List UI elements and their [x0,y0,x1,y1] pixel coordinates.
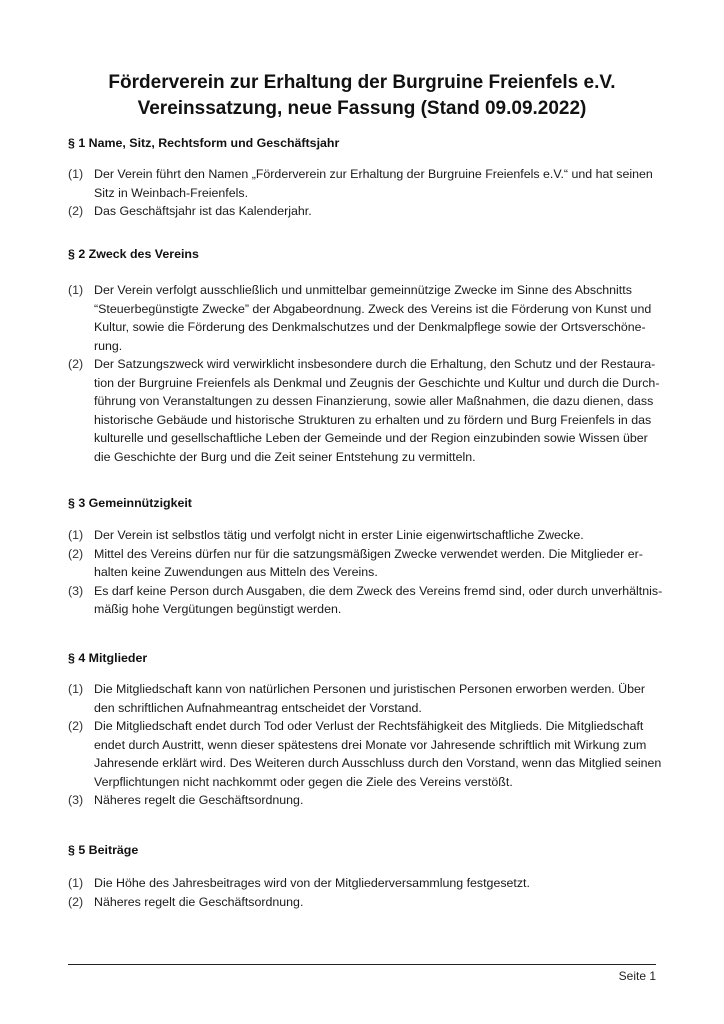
item-number: (1) [68,876,84,890]
section-heading: § 2 Zweck des Vereins [68,247,199,261]
item-line: Der Verein führt den Namen „Förderverein zur Erhaltung der Burgruine Freienfels e.V.“ und hat seinen [94,167,653,181]
list-item [68,355,668,466]
section-heading: § 1 Name, Sitz, Rechtsform und Geschäftsjahr [68,136,340,150]
item-line: Die Mitgliedschaft kann von natürlichen Personen und juristischen Personen erworben werden. Über [94,682,646,696]
list-item [68,717,668,791]
item-line: Mittel des Vereins dürfen nur für die satzungsmäßigen Zwecke verwendet werden. Die Mitglieder er- [94,546,643,561]
item-line: Der Satzungszweck wird verwirklicht insbesondere durch die Erhaltung, den Schutz und der Restaura- [94,357,656,371]
item-line: führung von Veranstaltungen zu dessen Finanzierung, sowie aller Maßnahmen, die dazu dienen, dass [94,394,654,408]
section-heading: § 5 Beiträge [68,843,139,857]
section-heading: § 4 Mitglieder [68,651,148,665]
item-number: (1) [68,528,84,542]
item-line: tion der Burgruine Freienfels als Denkmal und Zeugnis der Geschichte und Kultur und durch die Durch- [94,375,660,390]
item-line: Verpflichtungen nicht nachkommt oder gegen die Ziele des Vereins verstößt. [94,774,513,789]
page-number: Seite 1 [618,969,656,983]
item-number: (2) [68,357,84,371]
item-line: Die Mitgliedschaft endet durch Tod oder Verlust der Rechtsfähigkeit des Mitglieds. Die Mitgliedschaft [94,719,644,733]
list-item [68,680,668,717]
list-item [68,526,668,545]
section-list [68,680,668,810]
item-line: Kultur, sowie die Förderung des Denkmalschutzes und der Denkmalpflege sowie der Ortsverschöne- [94,320,646,334]
item-number: (2) [68,546,84,561]
item-number: (2) [68,719,84,733]
item-line: Das Geschäftsjahr ist das Kalenderjahr. [94,204,312,218]
list-item [68,582,668,619]
section-list [68,165,668,221]
item-line: Sitz in Weinbach-Freienfels. [94,185,249,200]
item-line: endet durch Austritt, wenn dieser spätestens drei Monate vor Jahresende schriftlich mit Wirkung zum [94,737,647,752]
item-number: (2) [68,894,84,909]
item-line: den schriftlichen Aufnahmeantrag entscheidet der Vorstand. [94,700,422,715]
item-line: kulturelle und gesellschaftliche Leben der Gemeinde und der Region einzubinden sowie Wissen über [94,431,648,445]
item-number: (3) [68,583,84,598]
section-list [68,874,668,911]
item-line: Der Verein ist selbstlos tätig und verfolgt nicht in erster Linie eigenwirtschaftliche Zwecke. [94,528,584,542]
item-line: Die Höhe des Jahresbeitrages wird von der Mitgliederversammlung festgesetzt. [94,876,530,890]
title-line-2: Vereinssatzung, neue Fassung (Stand 09.09.2022) [137,98,587,119]
item-line: Es darf keine Person durch Ausgaben, die dem Zweck des Vereins fremd sind, oder durch unverhältnis- [94,583,663,598]
item-line: “Steuerbegünstigte Zwecke” der Abgabeordnung. Zweck des Vereins ist die Förderung von Kunst und [94,301,652,316]
item-number: (1) [68,167,84,181]
footer-divider [68,964,656,965]
title-line-1: Förderverein zur Erhaltung der Burgruine Freienfels e.V. [108,72,616,93]
item-line: Der Verein verfolgt ausschließlich und unmittelbar gemeinnützige Zwecke im Sinne des Abschnitts [94,283,632,297]
section-heading: § 3 Gemeinnützigkeit [68,496,192,510]
list-item [68,281,668,355]
list-item [68,874,668,893]
document-title [0,70,724,122]
item-number: (1) [68,682,84,696]
item-line: mäßig hohe Vergütungen begünstigt werden. [94,602,342,616]
item-number: (1) [68,283,84,297]
item-line: halten keine Zuwendungen aus Mitteln des Vereins. [94,565,378,579]
item-number: (2) [68,204,84,218]
list-item [68,202,668,221]
section-list [68,526,668,619]
item-line: Näheres regelt die Geschäftsordnung. [94,894,304,909]
item-line: Näheres regelt die Geschäftsordnung. [94,793,304,807]
item-line: rung. [94,338,123,353]
list-item [68,791,668,810]
list-item [68,545,668,582]
list-item [68,165,668,202]
item-line: die Geschichte der Burg und die Zeit seiner Entstehung zu vermitteln. [94,449,476,464]
item-line: Jahresende erklärt wird. Des Weiteren durch Ausschluss durch den Vorstand, wenn das Mitglied seinen [94,756,662,770]
list-item [68,893,668,912]
item-number: (3) [68,793,84,807]
section-list [68,281,668,466]
item-line: historische Gebäude und historische Strukturen zu erhalten und zu fördern und Burg Freienfels in das [94,412,652,427]
